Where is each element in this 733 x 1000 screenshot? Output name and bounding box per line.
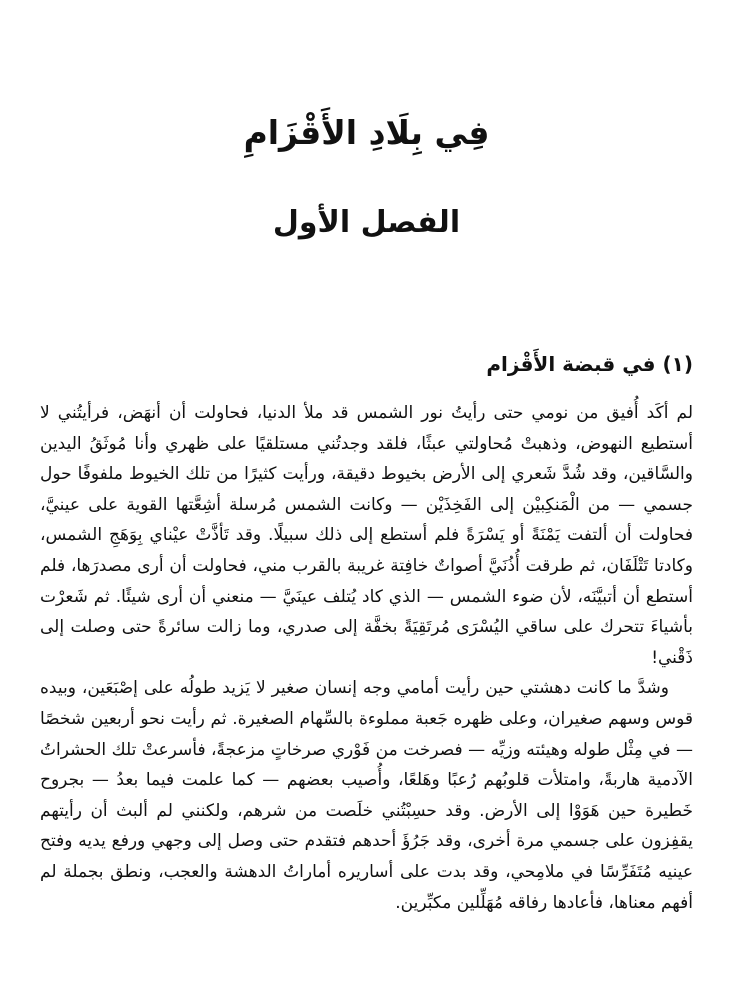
paragraph-2: وشدَّ ما كانت دهشتي حين رأيت أمامي وجه إنسان صغير لا يَزيد طولُه على إصْبَعَين، وبيده قوس وسهم صغيران، وعلى ظهره جَعبة مملوءة بالسِّهام الصغيرة. ثم رأيت نحو أربعين شخصًا — في مِثْل طوله وهيئته وزيِّه — فصرخت من فَوْري صرخاتٍ مزعجةً، فأسرعتْ تلك الحشراتُ الآدمية هاربةً، وامتلأت قلوبُهم رُعبًا وهَلعًا، وأُصيب بعضهم — كما علمت فيما بعدُ — بجروح خَطيرة حين هَوَوْا إلى الأرض. وقد حسِبْتُني خلَصت من شرهم، ولكنني لم ألبث أن رأيتهم يقفِزون على جسمي مرة أخرى، وقد جَرُؤَ أحدهم فتقدم حتى وصل إلى وجهي ورفع يديه وفتح عينيه مُتَفَرِّسًا في ملامِحي، وقد بدت على أساريره أماراتُ الدهشة والعجب، ونطق بجملة لم أفهم معناها، فأعادها رفاقه مُهَلِّلين مكبِّرين. bbox=[40, 678, 693, 913]
section-heading: (١) في قبضة الأَقْزام bbox=[486, 352, 693, 376]
body-text bbox=[40, 398, 693, 918]
chapter-title: الفصل الأول bbox=[272, 205, 461, 240]
paragraph-1: لم أكَد أُفيق من نومي حتى رأيتُ نور الشمس قد ملأ الدنيا، فحاولت أن أنهَض، فرأيتُني لا أستطيع النهوض، وذهبتْ مُحاولتي عبثًا، فلقد وجدتُني مستلقيًا على ظهري وأنا مُوثَقُ اليدين والسَّاقين، وقد شُدَّ شَعري إلى الأرض بخيوط دقيقة، ورأيت كثيرًا من تلك الخيوط ملفوفًا حول جسمي — من الْمَنكِبيْن إلى الفَخِذَيْن — وكانت الشمس مُرسلة أشِعَّتها القوية على عينيَّ، فحاولت أن ألتفت يَمْنَةً أو يَسْرَةً فلم أستطع إلى ذلك سبيلًا. وقد تَأذَّتْ عيْناي بِوَهَجِ الشمس، وكادتا تَتْلَفَان، ثم طرقت أُذُنَيَّ أصواتٌ خافِتة غريبة بالقرب مني، فحاولت أن أرى مصدرَها، فلم أستطع أن أتبيَّنَه، لأن ضوء الشمس — الذي كاد يُتلف عينَيَّ — منعني أن أرى شيئًا. ثم شَعرْت بأشياءَ تتحرك على ساقي اليُسْرَى مُرتَقِيَةً بخفَّة إلى صدري، وما زالت سائرةً حتى وصلت إلى ذَقْني! bbox=[40, 403, 693, 668]
book-title: فِي بِلَادِ الأَقْزَامِ bbox=[243, 113, 490, 152]
